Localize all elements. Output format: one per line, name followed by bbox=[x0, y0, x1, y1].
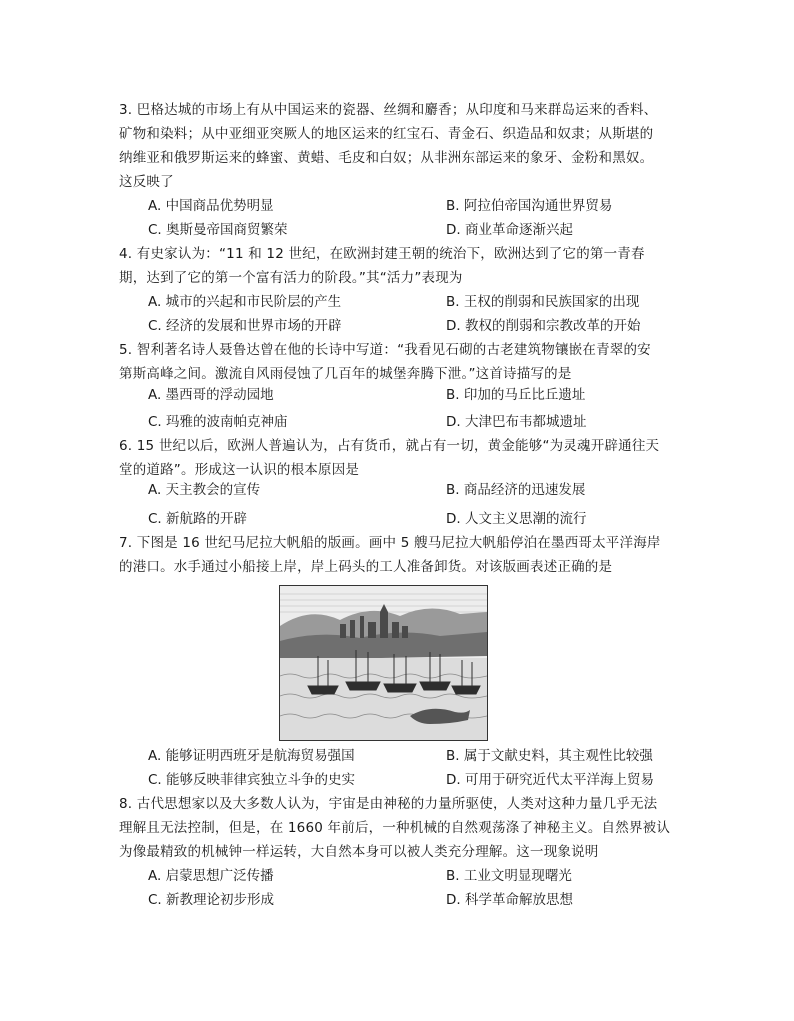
q8-option-b: B. 工业文明显现曙光 bbox=[446, 868, 572, 884]
q6-stem-line-1: 6. 15 世纪以后，欧洲人普遍认为，占有货币，就占有一切，黄金能够“为灵魂开辟通往天 bbox=[119, 438, 660, 454]
q3-stem-line-4: 这反映了 bbox=[119, 174, 174, 190]
q7-stem-line-2: 的港口。水手通过小船接上岸，岸上码头的工人准备卸货。对该版画表述正确的是 bbox=[119, 559, 613, 575]
q6-option-c: C. 新航路的开辟 bbox=[148, 511, 248, 527]
q8-option-c: C. 新教理论初步形成 bbox=[148, 892, 275, 908]
q4-option-c: C. 经济的发展和世界市场的开辟 bbox=[148, 318, 342, 334]
galleon-engraving-image bbox=[279, 585, 488, 741]
q5-option-c: C. 玛雅的波南帕克神庙 bbox=[148, 414, 288, 430]
q6-stem-line-2: 堂的道路”。形成这一认识的根本原因是 bbox=[119, 462, 360, 478]
q5-stem-line-1: 5. 智利著名诗人聂鲁达曾在他的长诗中写道：“我看见石砌的古老建筑物镶嵌在青翠的安 bbox=[119, 342, 651, 358]
q7-option-d: D. 可用于研究近代太平洋海上贸易 bbox=[446, 772, 654, 788]
q8-option-a: A. 启蒙思想广泛传播 bbox=[148, 868, 274, 884]
q5-option-a: A. 墨西哥的浮动园地 bbox=[148, 387, 274, 403]
q7-stem-line-1: 7. 下图是 16 世纪马尼拉大帆船的版画。画中 5 艘马尼拉大帆船停泊在墨西哥太平洋海岸 bbox=[119, 535, 661, 551]
q3-stem-line-1: 3. 巴格达城的市场上有从中国运来的瓷器、丝绸和麝香；从印度和马来群岛运来的香料、 bbox=[119, 102, 658, 118]
q8-option-d: D. 科学革命解放思想 bbox=[446, 892, 573, 908]
q8-stem-line-3: 为像最精致的机械钟一样运转，大自然本身可以被人类充分理解。这一现象说明 bbox=[119, 844, 599, 860]
q4-stem-line-1: 4. 有史家认为：“11 和 12 世纪，在欧洲封建王朝的统治下，欧洲达到了它的第一青春 bbox=[119, 246, 645, 262]
q6-option-a: A. 天主教会的宣传 bbox=[148, 482, 261, 498]
q6-option-b: B. 商品经济的迅速发展 bbox=[446, 482, 586, 498]
q3-option-a: A. 中国商品优势明显 bbox=[148, 198, 274, 214]
engraving-drawing bbox=[280, 586, 487, 740]
q7-option-c: C. 能够反映菲律宾独立斗争的史实 bbox=[148, 772, 356, 788]
q5-option-d: D. 大津巴布韦都城遗址 bbox=[446, 414, 587, 430]
q8-stem-line-2: 理解且无法控制，但是，在 1660 年前后，一种机械的自然观荡涤了神秘主义。自然界被认 bbox=[119, 820, 671, 836]
q3-option-c: C. 奥斯曼帝国商贸繁荣 bbox=[148, 222, 288, 238]
q3-option-d: D. 商业革命逐渐兴起 bbox=[446, 222, 573, 238]
q7-option-a: A. 能够证明西班牙是航海贸易强国 bbox=[148, 748, 355, 764]
q3-stem-line-3: 纳维亚和俄罗斯运来的蜂蜜、黄蜡、毛皮和白奴；从非洲东部运来的象牙、金粉和黑奴。 bbox=[119, 150, 654, 166]
q5-option-b: B. 印加的马丘比丘遗址 bbox=[446, 387, 586, 403]
q3-stem-line-2: 矿物和染料；从中亚细亚突厥人的地区运来的红宝石、青金石、织造品和奴隶；从斯堪的 bbox=[119, 126, 654, 142]
q4-option-b: B. 王权的削弱和民族国家的出现 bbox=[446, 294, 640, 310]
q5-stem-line-2: 第斯高峰之间。激流自风雨侵蚀了几百年的城堡奔腾下泄。”这首诗描写的是 bbox=[119, 366, 572, 382]
q4-stem-line-2: 期，达到了它的第一个富有活力的阶段。”其“活力”表现为 bbox=[119, 270, 463, 286]
q8-stem-line-1: 8. 古代思想家以及大多数人认为，宇宙是由神秘的力量所驱使，人类对这种力量几乎无法 bbox=[119, 796, 658, 812]
q4-option-a: A. 城市的兴起和市民阶层的产生 bbox=[148, 294, 342, 310]
q6-option-d: D. 人文主义思潮的流行 bbox=[446, 511, 587, 527]
q4-option-d: D. 教权的削弱和宗教改革的开始 bbox=[446, 318, 641, 334]
q3-option-b: B. 阿拉伯帝国沟通世界贸易 bbox=[446, 198, 613, 214]
q7-option-b: B. 属于文献史料，其主观性比较强 bbox=[446, 748, 653, 764]
